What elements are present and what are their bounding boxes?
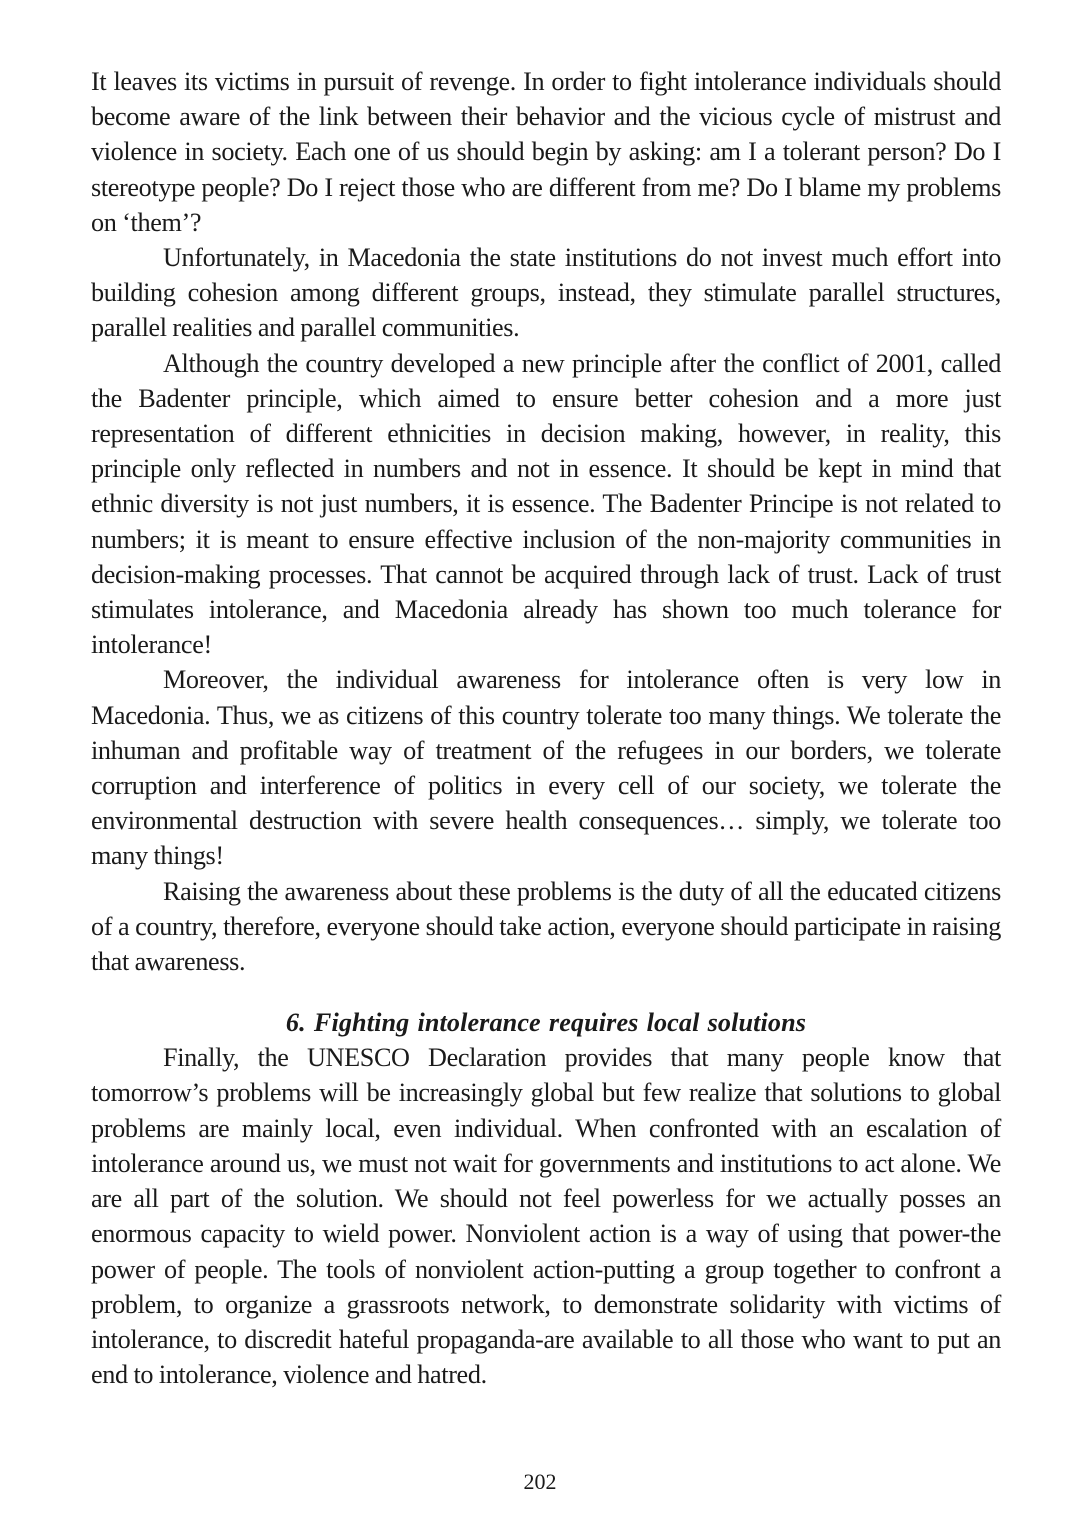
section-heading: 6. Fighting intolerance requires local solutions: [285, 1008, 807, 1038]
page-number: 202: [523, 1469, 557, 1494]
body-paragraph: Moreover, the individual awareness for intolerance often is very low in Macedonia. Thus, we as citizens of this country tolerate too many things. We tolerate the inhuman and profitable way of treatment of the refugees in our borders, we tolerate corruption and interference of politics in every cell of our society, we tolerate the environmental destruction with severe health consequences… simply, we tolerate too many things!: [91, 665, 1001, 871]
document-page: [91, 64, 1001, 1392]
body-paragraph: Finally, the UNESCO Declaration provides that many people know that tomorrow’s problems will be increasingly global but few realize that solutions to global problems are mainly local, even individual. When confronted with an escalation of intolerance around us, we must not wait for governments and institutions to act alone. We are all part of the solution. We should not feel powerless for we actually posses an enormous capacity to wield power. Nonviolent action is a way of using that power-the power of people. The tools of nonviolent action-putting a group together to confront a problem, to organize a grassroots network, to demonstrate solidarity with victims of intolerance, to discredit hateful propaganda-are available to all those who want to put an end to intolerance, violence and hatred.: [91, 1043, 1001, 1390]
body-paragraph: Unfortunately, in Macedonia the state institutions do not invest much effort into building cohesion among different groups, instead, they stimulate parallel structures, parallel realities and parallel communities.: [91, 243, 1001, 343]
body-paragraph: It leaves its victims in pursuit of revenge. In order to fight intolerance individuals should become aware of the link between their behavior and the vicious cycle of mistrust and violence in society. Each one of us should begin by asking: am I a tolerant person? Do I stereotype people? Do I reject those who are different from me? Do I blame my problems on ‘them’?: [91, 67, 1001, 237]
body-paragraph: Although the country developed a new principle after the conflict of 2001, called the Badenter principle, which aimed to ensure better cohesion and a more just representation of different ethnicities in decision making, however, in reality, this principle only reflected in numbers and not in essence. It should be kept in mind that ethnic diversity is not just numbers, it is essence. The Badenter Principe is not related to numbers; it is meant to ensure effective inclusion of the non-majority communities in decision-making processes. That cannot be acquired through lack of trust. Lack of trust stimulates intolerance, and Macedonia already has shown too much tolerance for intolerance!: [91, 348, 1001, 660]
body-paragraph: Raising the awareness about these problems is the duty of all the educated citizens of a country, therefore, everyone should take action, everyone should participate in raising that awareness.: [91, 876, 1001, 977]
